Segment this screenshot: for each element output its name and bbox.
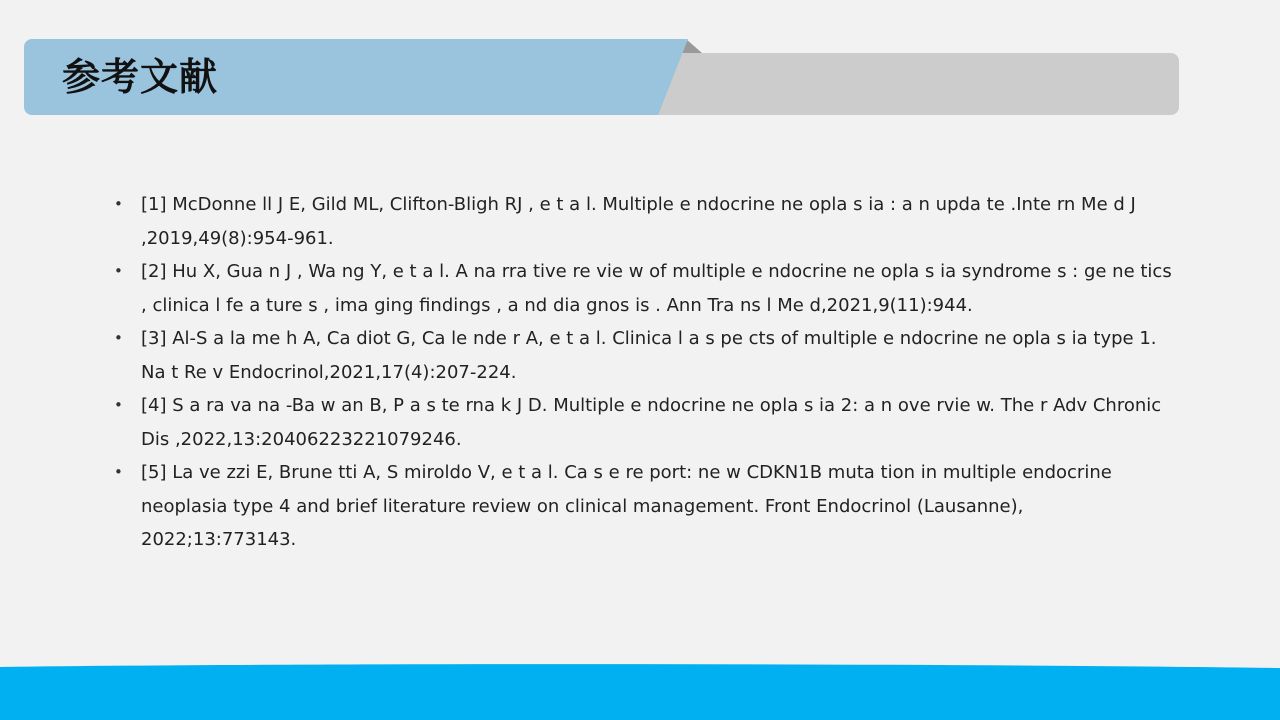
bullet-icon: • [114,329,123,347]
reference-text: [3] Al-S a la me h A, Ca diot G, Ca le nde r A, e t a l. Clinica l a s pe cts of multiple e ndocrine ne opla s ia type 1. Na t Re v Endocrinol,2021,17(4):207-224. [141,328,1157,383]
reference-item [112,322,1177,389]
page-title: 参考文献 [62,55,219,99]
bullet-icon: • [114,463,123,481]
reference-text: [2] Hu X, Gua n J , Wa ng Y, e t a l. A na rra tive re vie w of multiple e ndocrine ne opla s ia syndrome s : ge ne tics , clinica l fe a ture s , ima ging findings , a nd dia gnos is . Ann Tra ns l Me d,2021,9(11):944. [141,261,1172,316]
reference-text: [4] S a ra va na -Ba w an B, P a s te rna k J D. Multiple e ndocrine ne opla s ia 2: a n ove rvie w. The r Adv Chronic Dis ,2022,13:20406223221079246. [141,395,1162,450]
reference-item [112,456,1177,557]
bullet-icon: • [114,195,123,213]
reference-text: [5] La ve zzi E, Brune tti A, S miroldo V, e t a l. Ca s e re port: ne w CDKN1B muta tion in multiple endocrine neoplasia type 4 and brief literature review on clinical management. Front Endocrinol (Lausanne), 2022;13:773143. [141,462,1112,550]
bottom-wave-shape [0,664,1280,720]
header-gray-band [640,53,1179,115]
reference-item [112,255,1177,322]
reference-item [112,188,1177,255]
reference-list [112,188,1177,557]
bullet-icon: • [114,262,123,280]
reference-text: [1] McDonne ll J E, Gild ML, Clifton-Bligh RJ , e t a l. Multiple e ndocrine ne opla s ia : a n upda te .Inte rn Me d J ,2019,49(8):954-961. [141,194,1136,249]
reference-item [112,389,1177,456]
bullet-icon: • [114,396,123,414]
